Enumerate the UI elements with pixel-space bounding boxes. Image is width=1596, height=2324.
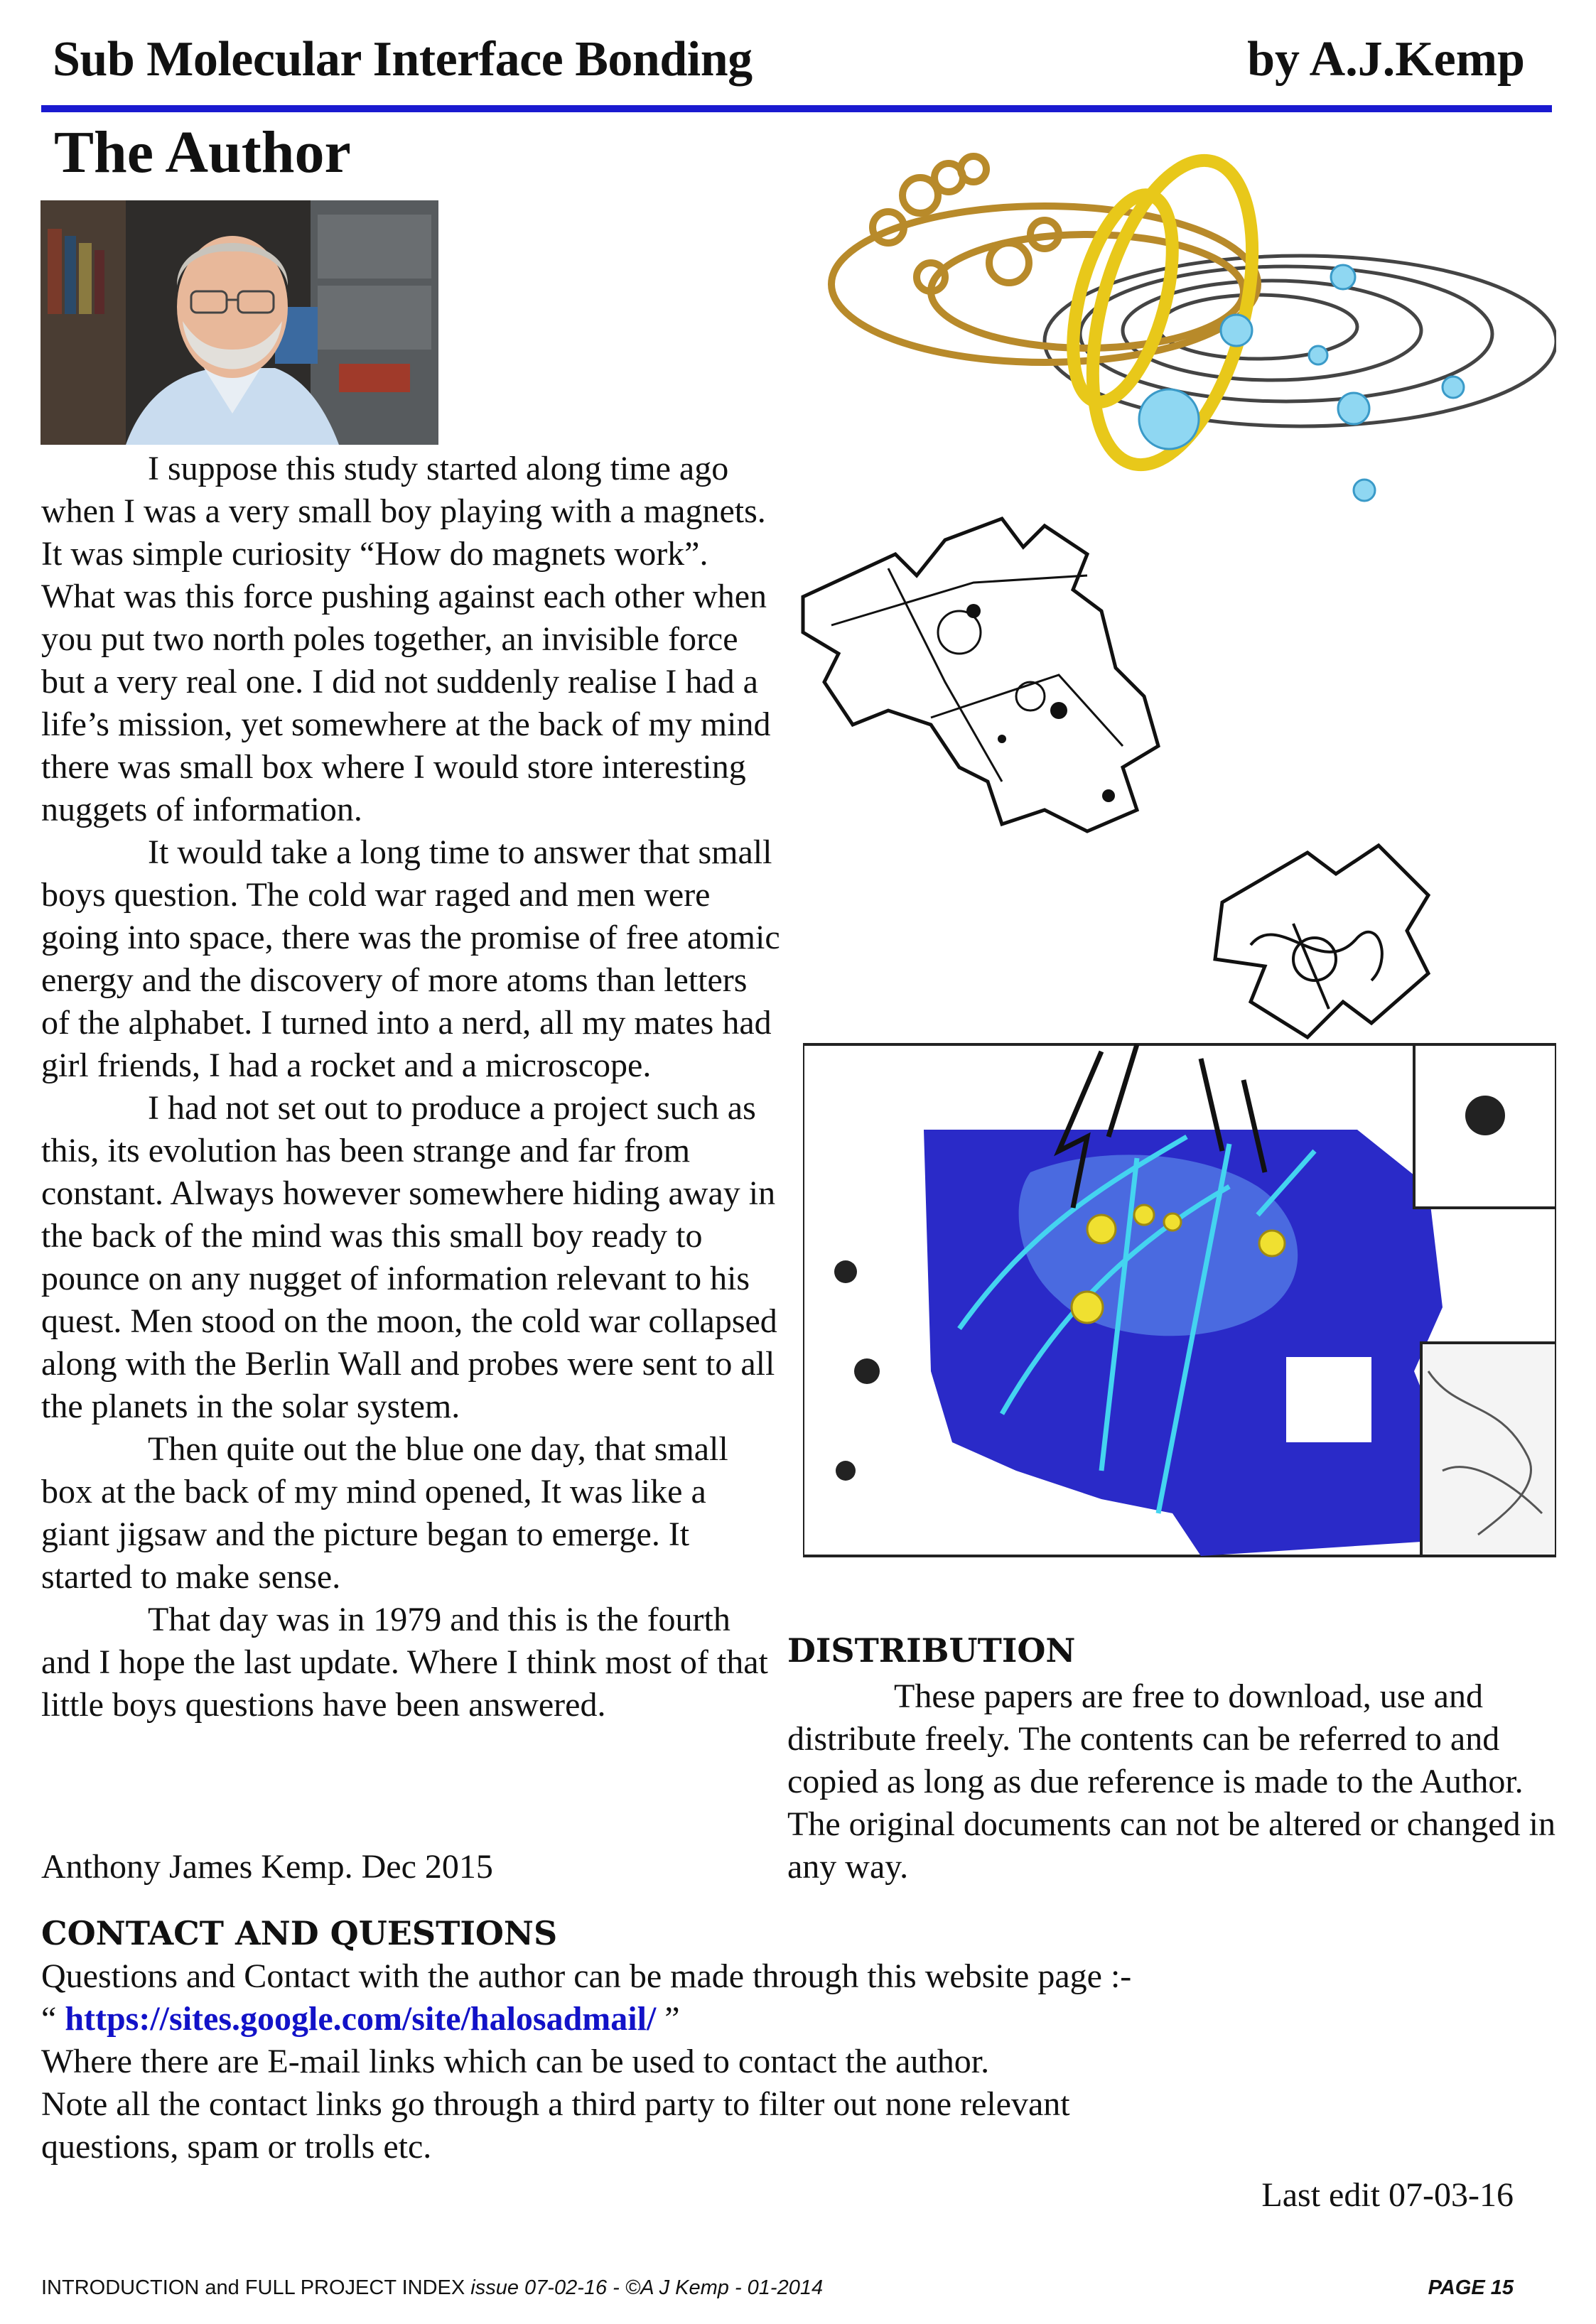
contact-link-line (41, 1998, 1533, 2041)
jigsaw-sketch-illustration (789, 512, 1201, 853)
quote-open: “ (41, 2000, 65, 2038)
bio-paragraph: That day was in 1979 and this is the fourth and I hope the last update. Where I think most of that little boys questions have been answered. (41, 1601, 768, 1724)
quote-close: ” (656, 2000, 680, 2038)
contact-website-link[interactable]: https://sites.google.com/site/halosadmail/ (65, 2000, 657, 2038)
section-title: The Author (54, 119, 351, 185)
bio-paragraph: I suppose this study started along time ago when I was a very small boy playing with a magnets. It was simple curiosity “How do magnets work”. What was this force pushing against each other when you put two north poles together, an invisible force but a very real one. I did not suddenly realise I had a life’s mission, yet somewhere at the back of my mind there was small box where I would store interesting nuggets of information. (41, 450, 771, 828)
distribution-heading: DISTRIBUTION (787, 1631, 1076, 1670)
last-edit-date: Last edit 07-03-16 (1261, 2176, 1514, 2214)
bio-paragraph: It would take a long time to answer that small boys question. The cold war raged and men were going into space, there was the promise of free atomic energy and the discovery of more atoms than letters of the alphabet. I turned into a nerd, all my mates had girl friends, I had a rocket and a microscope. (41, 833, 780, 1084)
footer-issue-label: issue 07-02-16 - ©A J Kemp - 01-2014 (470, 2276, 824, 2299)
orbit-gear-illustration (789, 128, 1556, 512)
footer-document-info (41, 2276, 823, 2300)
contact-text (41, 1955, 1533, 2168)
contact-line: Where there are E-mail links which can be used to contact the author. (41, 2043, 990, 2080)
distribution-text (787, 1675, 1562, 1888)
document-title: Sub Molecular Interface Bonding (53, 32, 753, 87)
contact-line: Note all the contact links go through a third party to filter out none relevant (41, 2085, 1070, 2123)
contact-line: Questions and Contact with the author can be made through this website page :- (41, 1957, 1132, 1995)
bio-paragraph: I had not set out to produce a project such as this, its evolution has been strange and far from constant. Always however somewhere hiding away in the back of the mind was this small boy ready to pounce on any nugget of information relevant to his quest. Men stood on the moon, the cold war collapsed along with the Berlin Wall and probes were sent to all the planets in the solar system. (41, 1089, 777, 1425)
footer-index-label: INTRODUCTION and FULL PROJECT INDEX (41, 2276, 471, 2299)
bio-paragraph: Then quite out the blue one day, that small box at the back of my mind opened, It was like a giant jigsaw and the picture began to emerge. It started to make sense. (41, 1430, 728, 1596)
contact-line: questions, spam or trolls etc. (41, 2128, 432, 2166)
contact-heading: CONTACT AND QUESTIONS (41, 1914, 558, 1952)
page-number: PAGE 15 (1428, 2276, 1514, 2299)
author-photo (41, 200, 438, 445)
document-author: by A.J.Kemp (1247, 32, 1525, 87)
author-signature: Anthony James Kemp. Dec 2015 (41, 1848, 493, 1886)
header-divider (41, 105, 1552, 112)
author-biography (41, 448, 780, 1726)
jigsaw-universe-illustration (803, 973, 1556, 1613)
distribution-paragraph: These papers are free to download, use and distribute freely. The contents can be referred to and copied as long as due reference is made to the Author. The original documents can not be altered or changed in any way. (787, 1677, 1555, 1886)
